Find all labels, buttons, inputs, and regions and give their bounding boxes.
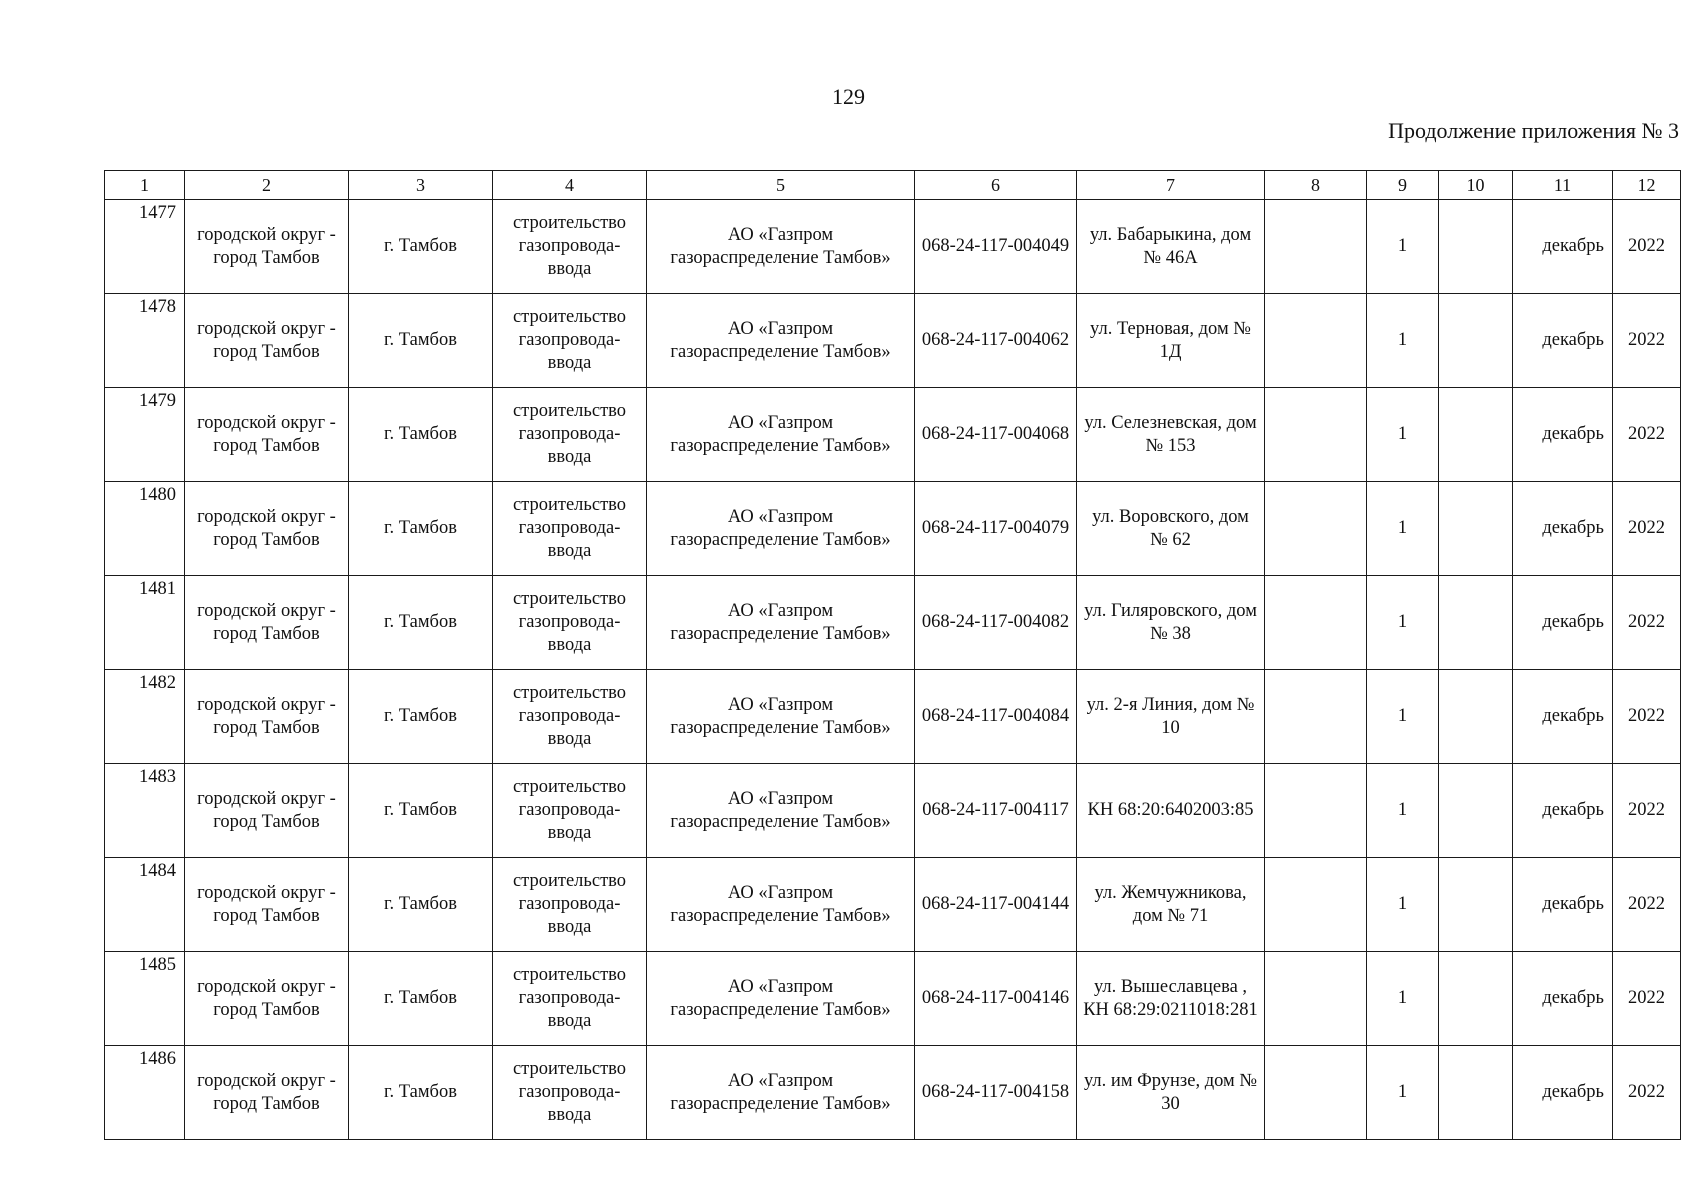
column-10-cell [1439,952,1513,1046]
month-cell: декабрь [1513,388,1613,482]
work-type-cell: строительство газопровода-ввода [493,388,647,482]
work-type-cell: строительство газопровода-ввода [493,1046,647,1140]
year-cell: 2022 [1613,670,1681,764]
column-header: 4 [493,171,647,200]
table-row [105,952,1681,1046]
quantity-cell: 1 [1367,670,1439,764]
column-10-cell [1439,1046,1513,1140]
column-8-cell [1265,482,1367,576]
registration-code-cell: 068-24-117-004082 [915,576,1077,670]
address-cell: ул. Селезневская, дом № 153 [1077,388,1265,482]
organization-cell: АО «Газпром газораспределение Тамбов» [647,294,915,388]
quantity-cell: 1 [1367,200,1439,294]
district-cell: городской округ - город Тамбов [185,670,349,764]
address-cell: ул. Терновая, дом № 1Д [1077,294,1265,388]
column-10-cell [1439,482,1513,576]
year-cell: 2022 [1613,858,1681,952]
register-table [104,170,1681,1140]
column-header: 3 [349,171,493,200]
address-cell: ул. Гиляровского, дом № 38 [1077,576,1265,670]
registration-code-cell: 068-24-117-004117 [915,764,1077,858]
column-8-cell [1265,200,1367,294]
column-header: 12 [1613,171,1681,200]
row-number: 1480 [105,482,185,576]
row-number: 1485 [105,952,185,1046]
column-header: 2 [185,171,349,200]
work-type-cell: строительство газопровода-ввода [493,952,647,1046]
column-10-cell [1439,388,1513,482]
district-cell: городской округ - город Тамбов [185,294,349,388]
work-type-cell: строительство газопровода-ввода [493,200,647,294]
registration-code-cell: 068-24-117-004158 [915,1046,1077,1140]
district-cell: городской округ - город Тамбов [185,200,349,294]
table-header [105,171,1681,200]
column-8-cell [1265,858,1367,952]
registration-code-cell: 068-24-117-004146 [915,952,1077,1046]
address-cell: ул. им Фрунзе, дом № 30 [1077,1046,1265,1140]
month-cell: декабрь [1513,576,1613,670]
address-cell: ул. Воровского, дом № 62 [1077,482,1265,576]
registration-code-cell: 068-24-117-004068 [915,388,1077,482]
table-row [105,200,1681,294]
year-cell: 2022 [1613,1046,1681,1140]
table-row [105,1046,1681,1140]
work-type-cell: строительство газопровода-ввода [493,764,647,858]
organization-cell: АО «Газпром газораспределение Тамбов» [647,858,915,952]
organization-cell: АО «Газпром газораспределение Тамбов» [647,388,915,482]
year-cell: 2022 [1613,388,1681,482]
district-cell: городской округ - город Тамбов [185,952,349,1046]
city-cell: г. Тамбов [349,1046,493,1140]
column-10-cell [1439,858,1513,952]
row-number: 1483 [105,764,185,858]
address-cell: КН 68:20:6402003:85 [1077,764,1265,858]
column-10-cell [1439,294,1513,388]
month-cell: декабрь [1513,1046,1613,1140]
column-header: 1 [105,171,185,200]
row-number: 1481 [105,576,185,670]
column-header: 6 [915,171,1077,200]
city-cell: г. Тамбов [349,200,493,294]
year-cell: 2022 [1613,482,1681,576]
organization-cell: АО «Газпром газораспределение Тамбов» [647,952,915,1046]
city-cell: г. Тамбов [349,388,493,482]
organization-cell: АО «Газпром газораспределение Тамбов» [647,482,915,576]
address-cell: ул. 2-я Линия, дом № 10 [1077,670,1265,764]
row-number: 1484 [105,858,185,952]
quantity-cell: 1 [1367,388,1439,482]
address-cell: ул. Жемчужникова, дом № 71 [1077,858,1265,952]
organization-cell: АО «Газпром газораспределение Тамбов» [647,200,915,294]
registration-code-cell: 068-24-117-004144 [915,858,1077,952]
organization-cell: АО «Газпром газораспределение Тамбов» [647,576,915,670]
table-row [105,482,1681,576]
column-8-cell [1265,952,1367,1046]
column-8-cell [1265,294,1367,388]
work-type-cell: строительство газопровода-ввода [493,482,647,576]
column-header: 11 [1513,171,1613,200]
year-cell: 2022 [1613,294,1681,388]
city-cell: г. Тамбов [349,858,493,952]
month-cell: декабрь [1513,670,1613,764]
appendix-note: Продолжение приложения № 3 [1388,118,1679,143]
work-type-cell: строительство газопровода-ввода [493,576,647,670]
month-cell: декабрь [1513,952,1613,1046]
column-8-cell [1265,576,1367,670]
address-cell: ул. Вышеславцева , КН 68:29:0211018:281 [1077,952,1265,1046]
page-number: 129 [832,84,865,109]
month-cell: декабрь [1513,764,1613,858]
table-row [105,858,1681,952]
month-cell: декабрь [1513,482,1613,576]
district-cell: городской округ - город Тамбов [185,388,349,482]
quantity-cell: 1 [1367,858,1439,952]
year-cell: 2022 [1613,200,1681,294]
column-10-cell [1439,200,1513,294]
column-header: 9 [1367,171,1439,200]
column-8-cell [1265,670,1367,764]
row-number: 1477 [105,200,185,294]
year-cell: 2022 [1613,952,1681,1046]
column-10-cell [1439,576,1513,670]
city-cell: г. Тамбов [349,764,493,858]
district-cell: городской округ - город Тамбов [185,858,349,952]
column-10-cell [1439,670,1513,764]
city-cell: г. Тамбов [349,576,493,670]
table-body [105,200,1681,1140]
table-row [105,670,1681,764]
quantity-cell: 1 [1367,764,1439,858]
registration-code-cell: 068-24-117-004084 [915,670,1077,764]
year-cell: 2022 [1613,576,1681,670]
organization-cell: АО «Газпром газораспределение Тамбов» [647,670,915,764]
table-row [105,294,1681,388]
organization-cell: АО «Газпром газораспределение Тамбов» [647,764,915,858]
table-row [105,576,1681,670]
city-cell: г. Тамбов [349,294,493,388]
column-header: 5 [647,171,915,200]
quantity-cell: 1 [1367,952,1439,1046]
month-cell: декабрь [1513,858,1613,952]
row-number: 1486 [105,1046,185,1140]
district-cell: городской округ - город Тамбов [185,576,349,670]
row-number: 1478 [105,294,185,388]
column-8-cell [1265,1046,1367,1140]
registration-code-cell: 068-24-117-004062 [915,294,1077,388]
registration-code-cell: 068-24-117-004049 [915,200,1077,294]
address-cell: ул. Бабарыкина, дом № 46А [1077,200,1265,294]
month-cell: декабрь [1513,200,1613,294]
city-cell: г. Тамбов [349,952,493,1046]
work-type-cell: строительство газопровода-ввода [493,858,647,952]
quantity-cell: 1 [1367,294,1439,388]
row-number: 1479 [105,388,185,482]
column-header: 7 [1077,171,1265,200]
quantity-cell: 1 [1367,482,1439,576]
work-type-cell: строительство газопровода-ввода [493,294,647,388]
month-cell: декабрь [1513,294,1613,388]
organization-cell: АО «Газпром газораспределение Тамбов» [647,1046,915,1140]
city-cell: г. Тамбов [349,670,493,764]
table-row [105,764,1681,858]
work-type-cell: строительство газопровода-ввода [493,670,647,764]
district-cell: городской округ - город Тамбов [185,1046,349,1140]
column-8-cell [1265,764,1367,858]
city-cell: г. Тамбов [349,482,493,576]
registration-code-cell: 068-24-117-004079 [915,482,1077,576]
year-cell: 2022 [1613,764,1681,858]
row-number: 1482 [105,670,185,764]
quantity-cell: 1 [1367,1046,1439,1140]
quantity-cell: 1 [1367,576,1439,670]
column-number-row [105,171,1681,200]
column-8-cell [1265,388,1367,482]
table-row [105,388,1681,482]
column-10-cell [1439,764,1513,858]
district-cell: городской округ - город Тамбов [185,482,349,576]
column-header: 8 [1265,171,1367,200]
column-header: 10 [1439,171,1513,200]
district-cell: городской округ - город Тамбов [185,764,349,858]
